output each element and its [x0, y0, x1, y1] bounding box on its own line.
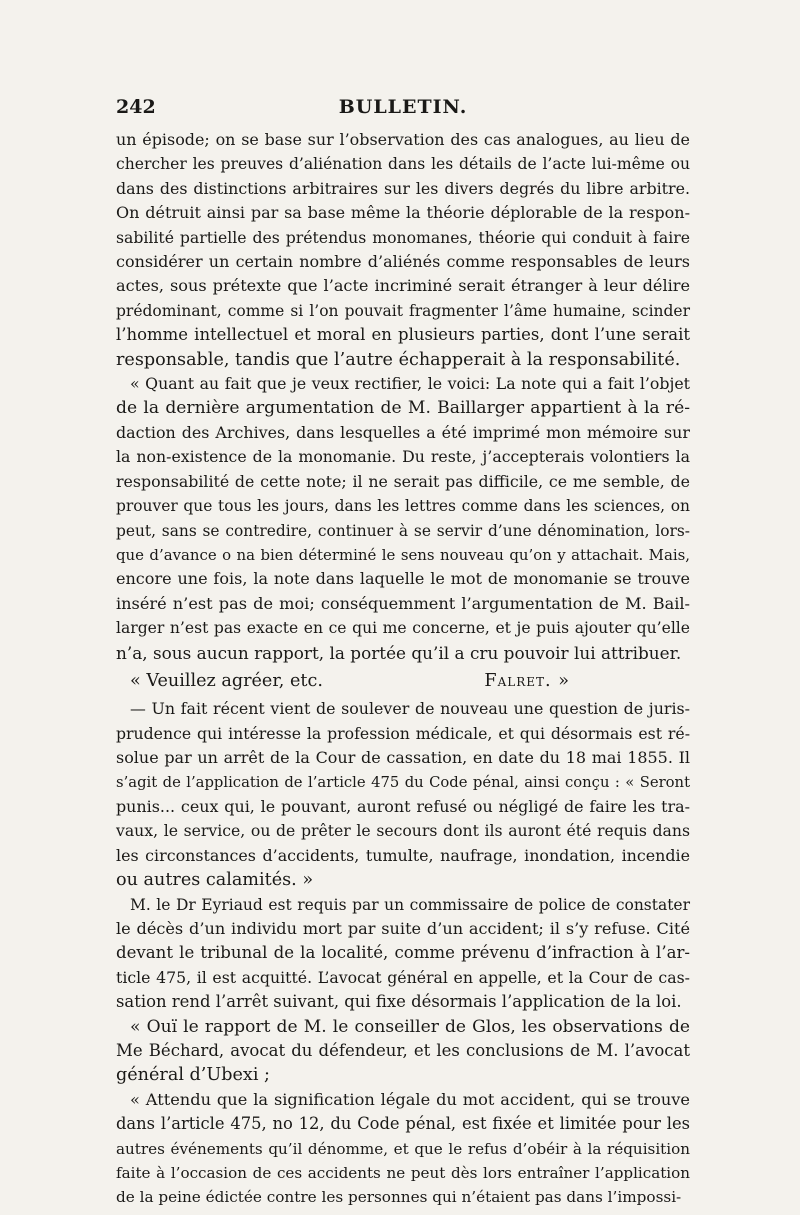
text-line: « Attendu que la signification légale du mot accident, qui se trouve	[130, 1089, 690, 1109]
text-line: s’agit de l’application de l’article 475 du Code pénal, ainsi conçu : « Seront	[116, 773, 690, 791]
text-line: sation rend l’arrêt suivant, qui fixe désormais l’application de la loi.	[116, 992, 682, 1012]
text-line: la non-existence de la monomanie. Du reste, j’accepterais volontiers la	[116, 447, 690, 467]
text-line: encore une fois, la note dans laquelle le mot de monomanie se trouve	[116, 569, 690, 589]
text-line: inséré n’est pas de moi; conséquemment l’argumentation de M. Bail-	[116, 593, 690, 613]
text-line: les circonstances d’accidents, tumulte, naufrage, inondation, incendie	[116, 845, 690, 865]
paragraph-p6	[116, 1015, 690, 1088]
text-line: ticle 475, il est acquitté. L’avocat général en appelle, et la Cour de cas-	[116, 967, 690, 987]
text-line: de la dernière argumentation de M. Baillarger appartient à la ré-	[116, 398, 690, 419]
paragraph-p5	[116, 893, 690, 1015]
text-line: un épisode; on se base sur l’observation des cas analogues, au lieu de	[116, 130, 690, 149]
signature: Falret. »	[484, 670, 570, 691]
text-line: autres événements qu’il dénomme, et que le refus d’obéir à la réquisition	[116, 1139, 690, 1158]
paragraph-p1	[116, 128, 690, 372]
text-line: général d’Ubexi ;	[116, 1065, 270, 1086]
text-line: vaux, le service, ou de prêter le secours dont ils auront été requis dans	[116, 821, 690, 841]
text-line: n’a, sous aucun rapport, la portée qu’il a cru pouvoir lui attribuer.	[116, 642, 682, 663]
text-line: punis... ceux qui, le pouvant, auront refusé ou négligé de faire les tra-	[116, 796, 690, 816]
text-line: devant le tribunal de la localité, comme prévenu d’infraction à l’ar-	[116, 943, 690, 963]
paragraph-p3	[116, 669, 690, 693]
paragraph-p2	[116, 372, 690, 665]
text-line: — Un fait récent vient de soulever de nouveau une question de juris-	[130, 699, 690, 719]
text-line: sabilité partielle des prétendus monomanes, théorie qui conduit à faire	[116, 227, 690, 247]
page-header	[116, 96, 690, 122]
text-line: daction des Archives, dans lesquelles a été imprimé mon mémoire sur	[116, 422, 690, 442]
closing-formula: « Veuillez agréer, etc.	[130, 670, 323, 691]
text-line: le décès d’un individu mort par suite d’un accident; il s’y refuse. Cité	[116, 919, 690, 938]
text-line: responsabilité de cette note; il ne serait pas difficile, ce me semble, de	[116, 471, 690, 491]
text-line: de la peine édictée contre les personnes qui n’étaient pas dans l’impossi-	[116, 1188, 682, 1207]
body-text	[116, 128, 690, 1210]
text-line: l’homme intellectuel et moral en plusieurs parties, dont l’une serait	[116, 325, 690, 345]
text-line: prédominant, comme si l’on pouvait fragmenter l’âme humaine, scinder	[116, 301, 690, 320]
text-line: ou autres calamités. »	[116, 870, 314, 891]
text-line: chercher les preuves d’aliénation dans les détails de l’acte lui-même ou	[116, 155, 690, 174]
text-line: faite à l’occasion de ces accidents ne peut dès lors entraîner l’application	[116, 1164, 690, 1183]
paragraph-p4	[116, 697, 690, 892]
page-number: 242	[116, 96, 156, 118]
text-line: « Ouï le rapport de M. le conseiller de Glos, les observations de	[130, 1016, 690, 1037]
text-line: larger n’est pas exacte en ce qui me concerne, et je puis ajouter qu’elle	[116, 619, 690, 638]
text-line: dans des distinctions arbitraires sur les divers degrés du libre arbitre.	[116, 178, 690, 198]
text-line: solue par un arrêt de la Cour de cassation, en date du 18 mai 1855. Il	[116, 748, 690, 768]
text-line: M. le Dr Eyriaud est requis par un commissaire de police de constater	[130, 895, 690, 914]
text-line: dans l’article 475, no 12, du Code pénal, est fixée et limitée pour les	[116, 1114, 690, 1134]
text-line: considérer un certain nombre d’aliénés comme responsables de leurs	[116, 252, 690, 272]
text-line: peut, sans se contredire, continuer à se servir d’une dénomination, lors-	[116, 521, 690, 540]
closing-line	[116, 669, 690, 693]
text-line: actes, sous prétexte que l’acte incriminé serait étranger à leur délire	[116, 276, 690, 296]
paragraph-p7	[116, 1088, 690, 1210]
running-title: BULLETIN.	[338, 96, 468, 118]
text-line: prudence qui intéresse la profession médicale, et qui désormais est ré-	[116, 723, 690, 743]
text-line: On détruit ainsi par sa base même la théorie déplorable de la respon-	[116, 203, 690, 223]
text-line: prouver que tous les jours, dans les lettres comme dans les sciences, on	[116, 497, 690, 516]
text-line: responsable, tandis que l’autre échapperait à la responsabilité.	[116, 349, 681, 370]
text-line: Me Béchard, avocat du défendeur, et les conclusions de M. l’avocat	[116, 1041, 690, 1061]
text-line: « Quant au fait que je veux rectifier, le voici: La note qui a fait l’objet	[130, 374, 690, 394]
text-line: que d’avance o na bien déterminé le sens nouveau qu’on y attachait. Mais,	[116, 545, 690, 564]
